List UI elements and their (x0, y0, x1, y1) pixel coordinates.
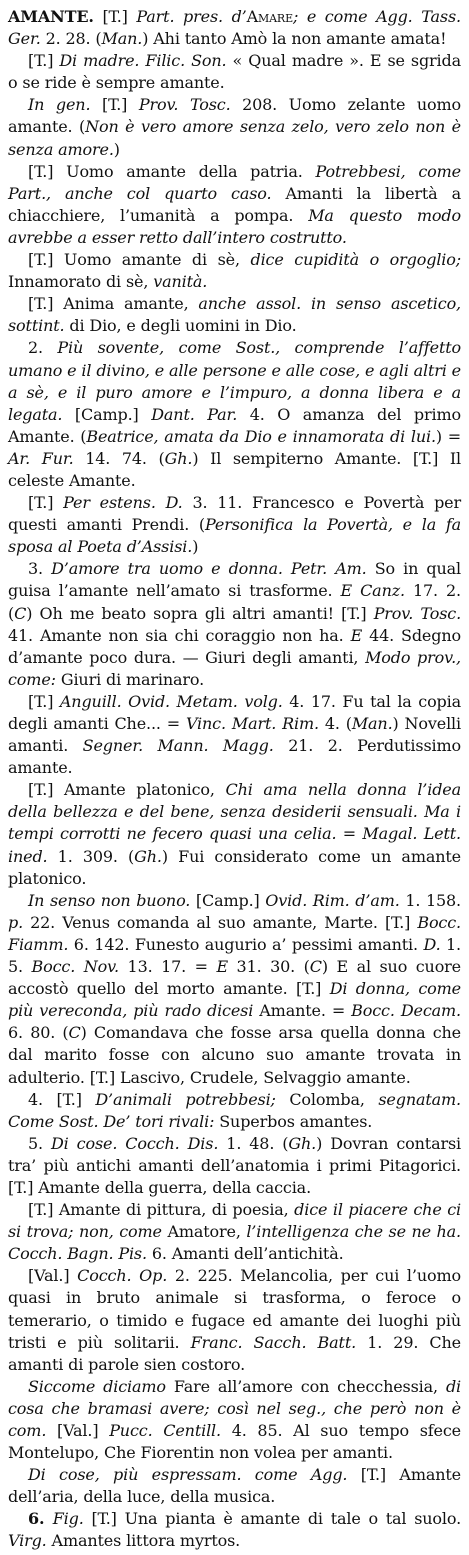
text-segment: Part. pres. d’ (136, 7, 247, 26)
text-segment: Amante. = (253, 1001, 352, 1021)
text-segment: 13. 17. = (119, 957, 217, 977)
text-segment: p. (8, 912, 24, 932)
text-segment: [T.] (90, 95, 139, 115)
text-segment: [T.] Amante dell’aria, della luce, della musica. (8, 1465, 461, 1507)
entry-paragraph (8, 6, 461, 50)
entry-paragraph (8, 337, 461, 492)
text-segment: Di cose. Cocch. Dis. (51, 1133, 219, 1153)
text-segment: ) Novelli amanti. (8, 714, 461, 756)
text-segment: Giuri di marinaro. (55, 669, 205, 689)
text-segment: 1. 309. ( (47, 846, 135, 866)
text-segment: 6. 80. ( (8, 1023, 69, 1043)
entry-paragraph (8, 1089, 461, 1133)
text-segment: ) (113, 139, 120, 159)
text-segment: [T.] (93, 7, 137, 26)
text-segment: Fig. (52, 1509, 84, 1529)
text-segment: Gh. (164, 448, 193, 468)
text-segment: In gen. (28, 95, 91, 115)
text-segment: Amantes littora myrtos. (46, 1531, 241, 1551)
entry-paragraph (8, 293, 461, 337)
text-segment: Di donna, come più vereconda, più rado dicesi (8, 979, 461, 1021)
text-segment: dice cupidità o orgoglio; (250, 250, 461, 270)
text-segment: [Val.] (28, 1266, 78, 1286)
text-segment: 21. 2. Perdutissimo amante. (8, 736, 461, 778)
entry-paragraph (8, 779, 461, 889)
text-segment: Non è vero amore senza zelo, vero zelo non è senza amore. (8, 117, 461, 159)
text-segment: Amare (246, 7, 293, 26)
text-segment: Pucc. Centill. (109, 1421, 221, 1440)
text-segment: 3. 11. Francesco e Povertà per questi amanti Prendi. ( (8, 493, 461, 535)
text-segment: 6. (28, 1509, 53, 1529)
text-segment: dice il piacere che ci si trova; non, come (8, 1200, 461, 1242)
text-segment: 4. O amanza del primo Amante. ( (8, 404, 461, 446)
text-segment: « Qual madre ». E se sgrida o se ride è sempre amante. (8, 51, 462, 93)
text-segment: ) (192, 537, 199, 557)
text-segment: ) Il sempiterno Amante. [T.] Il celeste Amante. (8, 448, 461, 490)
text-segment: Di cose, più espressam. come Agg. (28, 1465, 348, 1485)
text-segment: E Canz. (340, 581, 405, 601)
text-segment: 5. (28, 1133, 51, 1153)
text-segment: l’intelligenza che se ne ha. Cocch. Bagn. Pis. (8, 1222, 461, 1264)
text-segment: C (68, 1023, 81, 1043)
text-segment: 1. 158. (399, 890, 461, 910)
text-segment: 1. 5. (8, 934, 461, 977)
text-segment: di Dio, e degli uomini in Dio. (64, 316, 297, 336)
text-segment: ) Fui considerato come un amante platonico. (8, 846, 461, 888)
text-segment: D’animali potrebbesi; (95, 1089, 276, 1109)
text-segment: Prov. Tosc. (138, 95, 231, 115)
text-segment: Colomba, (275, 1089, 379, 1109)
text-segment: Vinc. Mart. Rim. (185, 714, 319, 733)
text-segment: Per estens. D. (63, 493, 183, 513)
text-segment: Segner. Mann. Magg. (82, 736, 274, 756)
text-segment: Ma questo modo avrebbe a esser retto dall’intero costrutto. (8, 205, 461, 247)
entry-paragraph (8, 890, 461, 1089)
text-segment: 44. Sdegno d’amante poco dura. — Giuri degli amanti, (8, 625, 461, 667)
text-segment: [T.] Amante platonico, (28, 780, 226, 800)
text-segment: Più sovente, come Sost., comprende l’affetto umano e il divino, e alle persone e alle cose, e agli altri e a sè, e il puro amore e l’impuro, a donna libera e a legata. (8, 338, 461, 424)
text-segment: Potrebbesi, come Part., anche col quarto caso. (8, 161, 461, 203)
text-segment: 22. Venus comanda al suo amante, Marte. [T.] (23, 912, 418, 932)
text-segment: [T.] Anima amante, (28, 294, 199, 314)
text-segment: Anguill. Ovid. Metam. volg. (59, 691, 283, 711)
text-segment: Di madre. Filic. Son. (59, 51, 227, 71)
text-segment: Virg. (8, 1531, 47, 1551)
text-segment: 2. (28, 338, 58, 358)
text-segment: Personifica la Povertà, e la fa sposa al Poeta d’Assisi. (8, 515, 462, 557)
entry-paragraph (8, 249, 461, 293)
entry-paragraph (8, 558, 461, 691)
text-segment: 6. 142. Funesto augurio a’ pessimi amanti. (68, 934, 424, 954)
text-segment: Fare all’amore con checchessia, (165, 1376, 446, 1396)
text-segment: Superbos amantes. (214, 1111, 373, 1131)
text-segment: [T.] (28, 691, 60, 711)
text-segment: Magal. Lett. ined. (8, 824, 461, 866)
text-segment: ) Dovran contarsi tra’ più antichi amanti dell’anatomia i primi Pitagorici. [T.] Amante della guerra, della caccia. (8, 1133, 461, 1197)
text-segment: ) = (435, 426, 461, 446)
text-segment: 4. [T.] (28, 1089, 96, 1109)
text-segment: [Camp.] (190, 890, 266, 910)
text-segment: ) Ahi tanto Amò la non amante amata! (142, 29, 447, 49)
text-segment: ; e come Agg. Tass. Ger. (8, 7, 461, 49)
text-segment: Franc. Sacch. Batt. (190, 1332, 357, 1352)
text-segment: [T.] (28, 51, 60, 71)
text-segment: 41. Amante non sia chi coraggio non ha. (8, 625, 351, 645)
text-segment: 6. Amanti dell’antichità. (146, 1244, 344, 1264)
text-segment: Bocc. Decam. (351, 1001, 461, 1021)
text-segment: Ovid. Rim. d’am. (265, 890, 400, 910)
text-segment: So in qual guisa l’amante nell’amato si trasforme. (8, 559, 462, 601)
text-segment: Gh. (288, 1133, 317, 1153)
text-segment: segnatam. Come Sost. De’ tori rivali: (8, 1089, 461, 1131)
entry-paragraph (8, 1199, 461, 1265)
text-segment: 1. 48. ( (218, 1133, 289, 1153)
entry-paragraph (8, 50, 461, 94)
text-segment: vanità. (153, 272, 208, 292)
text-segment: ) Comandava che fosse arsa quella donna che dal marito fosse con alcuno suo amante trovata in adulterio. [T.] Lascivo, Crudele, Selvaggio amante. (8, 1023, 461, 1087)
text-segment: C (14, 603, 27, 623)
text-segment: [Val.] (46, 1421, 110, 1440)
text-segment: Amanti la libertà a chiacchiere, l’umanità a pompa. (8, 183, 461, 225)
text-segment: 4. ( (318, 714, 352, 733)
entry-paragraph (8, 1265, 461, 1375)
text-segment: Chi ama nella donna l’idea della bellezza e del bene, senza desiderii sensuali. Ma i tempi corrotti ne fecero quasi una celia. (8, 780, 462, 844)
entry-paragraph (8, 691, 461, 779)
text-segment: Beatrice, amata da Dio e innamorata di lui. (86, 426, 436, 446)
entry-paragraph (8, 1508, 461, 1552)
text-segment: 3. (28, 559, 52, 579)
text-segment: 208. Uomo zelante uomo amante. ( (8, 95, 461, 137)
text-segment: 2. 225. Melancolia, per cui l’uomo quasi in bruto animale si trasforma, o feroce o temerario, o timido e fugace ed amante dei luoghi più tristi e più solitarii. (8, 1266, 461, 1352)
text-segment: 14. 74. ( (73, 448, 165, 468)
text-segment: [T.] Amante di pittura, di poesia, (28, 1200, 295, 1220)
text-segment: di cosa che bramasi avere; così nel seg., che però non è com. (8, 1376, 461, 1440)
text-segment: ) Oh me beato sopra gli altri amanti! [T.] (26, 603, 374, 623)
text-segment: = (336, 824, 363, 844)
text-segment: Innamorato di sè, (8, 272, 154, 292)
text-segment: Cocch. Op. (77, 1266, 168, 1286)
text-segment: [Camp.] (62, 404, 152, 424)
text-segment: Gh. (134, 846, 162, 866)
text-segment: C (309, 957, 322, 977)
text-segment: Man. (351, 714, 393, 733)
text-segment: Man. (101, 29, 143, 49)
text-segment: ) E al suo cuore accostò quello del morto amante. [T.] (8, 957, 461, 999)
text-segment: Dant. Par. (151, 404, 238, 424)
entry-paragraph (8, 492, 461, 558)
text-segment: [T.] (28, 493, 64, 513)
text-segment: anche assol. in senso ascetico, sottint. (8, 294, 461, 336)
text-segment: [T.] Una pianta è amante di tale o tal suolo. (83, 1509, 462, 1529)
text-segment: Ar. Fur. (8, 448, 74, 468)
text-segment: Bocc. Nov. (31, 957, 119, 977)
text-segment: Amatore, (161, 1222, 247, 1242)
text-segment: Modo prov., come: (8, 647, 461, 689)
text-segment: [T.] Uomo amante di sè, (28, 250, 251, 270)
text-segment: Siccome diciamo (28, 1376, 166, 1396)
text-segment: E (350, 625, 363, 645)
text-segment: E (216, 957, 228, 977)
text-segment: Bocc. Fiamm. (8, 912, 461, 954)
text-segment: 4. 85. Al suo tempo sfece Montelupo, Che Fiorentin non volea per amanti. (8, 1421, 461, 1463)
entry-paragraph (8, 161, 461, 249)
text-segment: AMANTE. (8, 7, 94, 26)
text-segment: 17. 2. ( (8, 581, 461, 623)
text-segment: 31. 30. ( (228, 957, 310, 977)
text-segment: D. (423, 934, 441, 954)
entry-paragraph (8, 1376, 461, 1464)
entry-paragraph (8, 94, 461, 160)
text-segment: [T.] Uomo amante della patria. (28, 161, 316, 181)
text-segment: D’amore tra uomo e donna. Petr. Am. (51, 559, 367, 579)
text-segment: Prov. Tosc. (373, 603, 461, 623)
text-segment: 4. 17. Fu tal la copia degli amanti Che... = (8, 691, 461, 733)
text-segment: 1. 29. Che amanti di parole sien costoro. (8, 1332, 461, 1374)
text-segment: In senso non buono. (28, 890, 191, 910)
entry-paragraph (8, 1464, 461, 1508)
text-segment: 2. 28. ( (40, 29, 102, 49)
entry-paragraph (8, 1133, 461, 1199)
